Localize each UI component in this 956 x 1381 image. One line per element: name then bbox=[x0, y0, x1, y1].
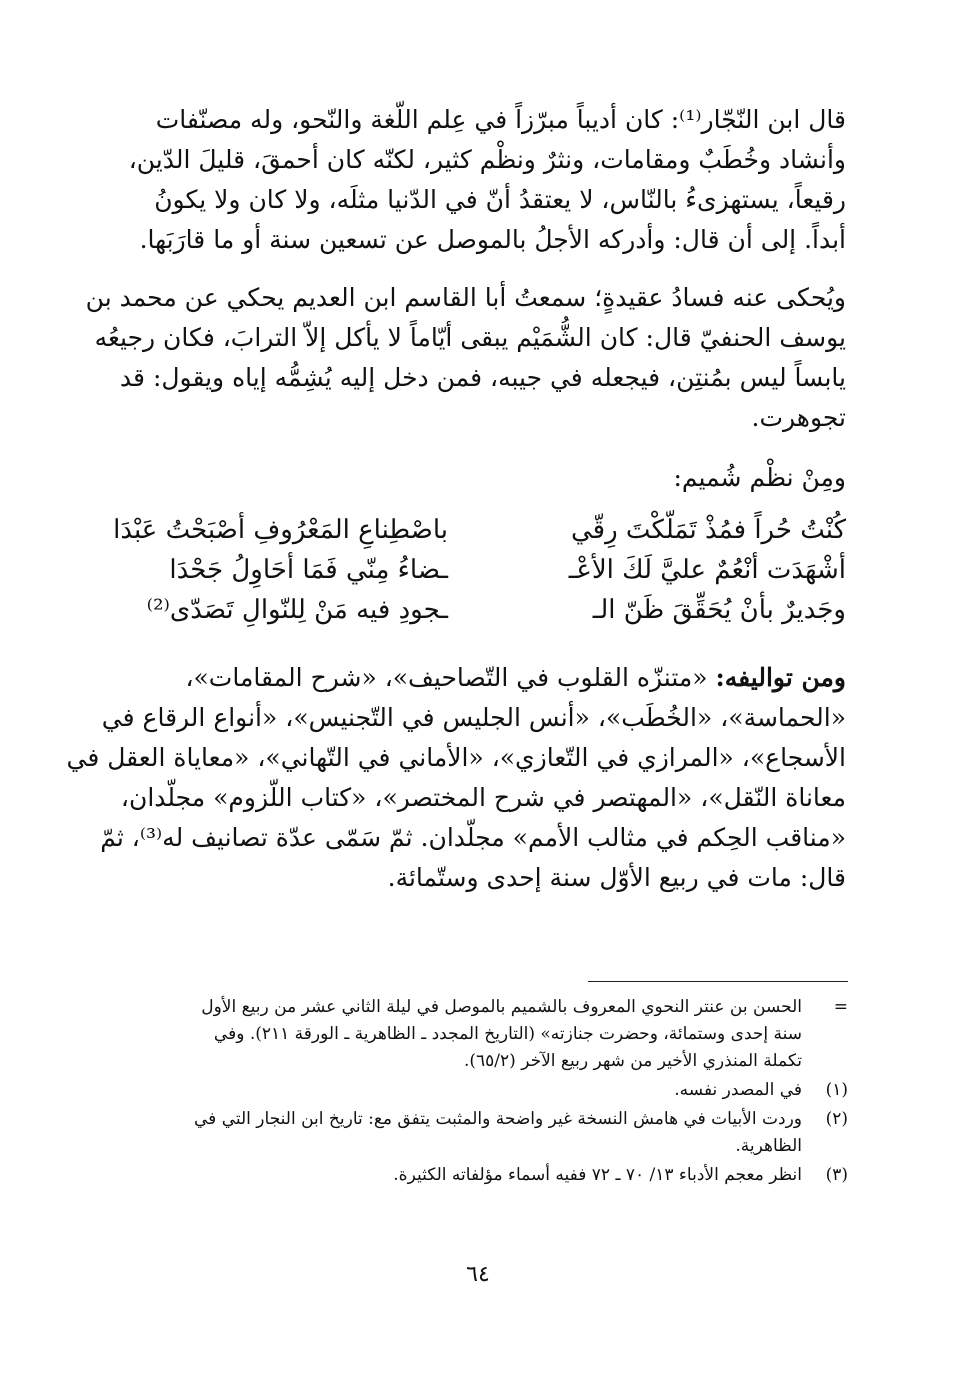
verse-first-hemistich: كُنْتُ حُراً فمُذْ تَمَلّكْتَ رِقّي bbox=[571, 515, 846, 545]
paragraph-ibn-najjar bbox=[108, 100, 846, 260]
footnotes bbox=[108, 994, 848, 1191]
poem-verse bbox=[108, 550, 846, 590]
footnote-line: تكملة المنذري الأخير من شهر ربيع الآخر (٦٥/٢). bbox=[464, 1051, 802, 1071]
footnote-line: سنة إحدى وستمائة، وحضرت جنازته» (التاريخ المجدد ـ الظاهرية ـ الورقة ٢١١). وفي bbox=[213, 1024, 802, 1044]
footnote-mark: (١) bbox=[825, 1080, 848, 1100]
verse-second-hemistich: ـجودِ فيه مَنْ لِلنّوالِ تَصَدّى⁽²⁾ bbox=[146, 595, 448, 625]
footnote-line: وردت الأبيات في هامش النسخة غير واضحة والمثبت يتفق مع: تاريخ ابن النجار التي في bbox=[194, 1109, 802, 1129]
footnote-line: الظاهرية. bbox=[735, 1136, 802, 1156]
verse-first-hemistich: وجَديرٌ بأنْ يُحَقِّقَ ظَنّ الـ bbox=[592, 595, 846, 625]
text-line: معاناة النّقل»، «المهتصر في شرح المختصر»، «كتاب اللّزوم» مجلّدان، bbox=[120, 783, 846, 812]
text-line: قال ابن النّجّار⁽¹⁾: كان أديباً مبرّزاً في عِلم اللّغة والنّحو، وله مصنّفات bbox=[155, 105, 846, 134]
paragraph-works bbox=[66, 658, 846, 898]
text-line: تجوهرت. bbox=[751, 403, 846, 432]
poem-intro: ومِنْ نظْم شُميم: bbox=[673, 463, 846, 492]
text-line: رقيعاً، يستهزىءُ بالنّاس، لا يعتقدُ أنّ في الدّنيا مثلَه، ولا كان ولا يكونُ bbox=[154, 185, 846, 214]
footnote-mark: (٢) bbox=[825, 1109, 848, 1129]
text-line bbox=[108, 658, 846, 698]
works-lead: ومن تواليفه: bbox=[715, 663, 846, 692]
text-line: يوسف الحنفيّ قال: كان الشُّمَيْم يبقى أيّاماً لا يأكل إلاّ الترابَ، فكان رجيعُه bbox=[94, 323, 846, 352]
footnote-line: في المصدر نفسه. bbox=[674, 1080, 802, 1100]
footnote-2 bbox=[108, 1106, 848, 1160]
text-line: يابساً ليس بمُنتِن، فيجعله في جيبه، فمن دخل إليه يُشِمُّه إياه ويقول: قد bbox=[119, 363, 846, 392]
footnote-continuation bbox=[108, 994, 848, 1075]
poem-verse bbox=[108, 510, 846, 550]
verse-second-hemistich: باصْطِناعِ المَعْرُوفِ أصْبَحْتُ عَبْدَا bbox=[113, 515, 448, 545]
text-line: ويُحكى عنه فسادُ عقيدةٍ؛ سمعتُ أبا القاسم ابن العديم يحكي عن محمد بن bbox=[85, 283, 846, 312]
text-line: «الحماسة»، «الخُطَب»، «أنس الجليس في التّجنيس»، «أنواع الرقاع في bbox=[101, 703, 846, 732]
footnote-mark: (٣) bbox=[825, 1165, 848, 1185]
text-line: الأسجاع»، «المرازي في التّعازي»، «الأماني في التّهاني»، «معاياة العقل في bbox=[66, 743, 846, 772]
poem bbox=[108, 510, 846, 630]
text-line: وأنشاد وخُطَبٌ ومقامات، ونثرٌ ونظْم كثير، لكنّه كان أحمقَ، قليلَ الدّين، bbox=[128, 145, 846, 174]
footnote-1 bbox=[108, 1077, 848, 1104]
text-line: قال: مات في ربيع الأوّل سنة إحدى وستّمائة. bbox=[387, 863, 846, 892]
works-text: «متنزّه القلوب في التّصاحيف»، «شرح المقامات»، bbox=[185, 663, 708, 692]
verse-second-hemistich: ـضاءُ مِنّي فَمَا أحَاوِلُ جَحْدَا bbox=[169, 555, 448, 585]
footnote-3 bbox=[108, 1162, 848, 1189]
page-number: ٦٤ bbox=[466, 1262, 490, 1287]
text-line: أبداً. إلى أن قال: وأدركه الأجلُ بالموصل عن تسعين سنة أو ما قارَبَها. bbox=[139, 225, 846, 254]
footnote-divider bbox=[588, 981, 848, 982]
poem-verse bbox=[108, 590, 846, 630]
footnote-mark: = bbox=[833, 997, 848, 1017]
footnote-line: انظر معجم الأدباء ١٣/ ٧٠ ـ ٧٢ ففيه أسماء مؤلفاته الكثيرة. bbox=[393, 1165, 802, 1185]
footnote-line: الحسن بن عنتر النحوي المعروف بالشميم بالموصل في ليلة الثاني عشر من ربيع الأول bbox=[201, 997, 802, 1017]
verse-first-hemistich: أشْهَدَت أنْعُمٌ عليَّ لَكَ الأعْـ bbox=[568, 555, 846, 585]
paragraph-aqida bbox=[85, 278, 846, 438]
text-line: «مناقب الحِكم في مثالب الأمم» مجلّدان. ثمّ سَمّى عدّة تصانيف له⁽³⁾، ثمّ bbox=[100, 823, 846, 852]
